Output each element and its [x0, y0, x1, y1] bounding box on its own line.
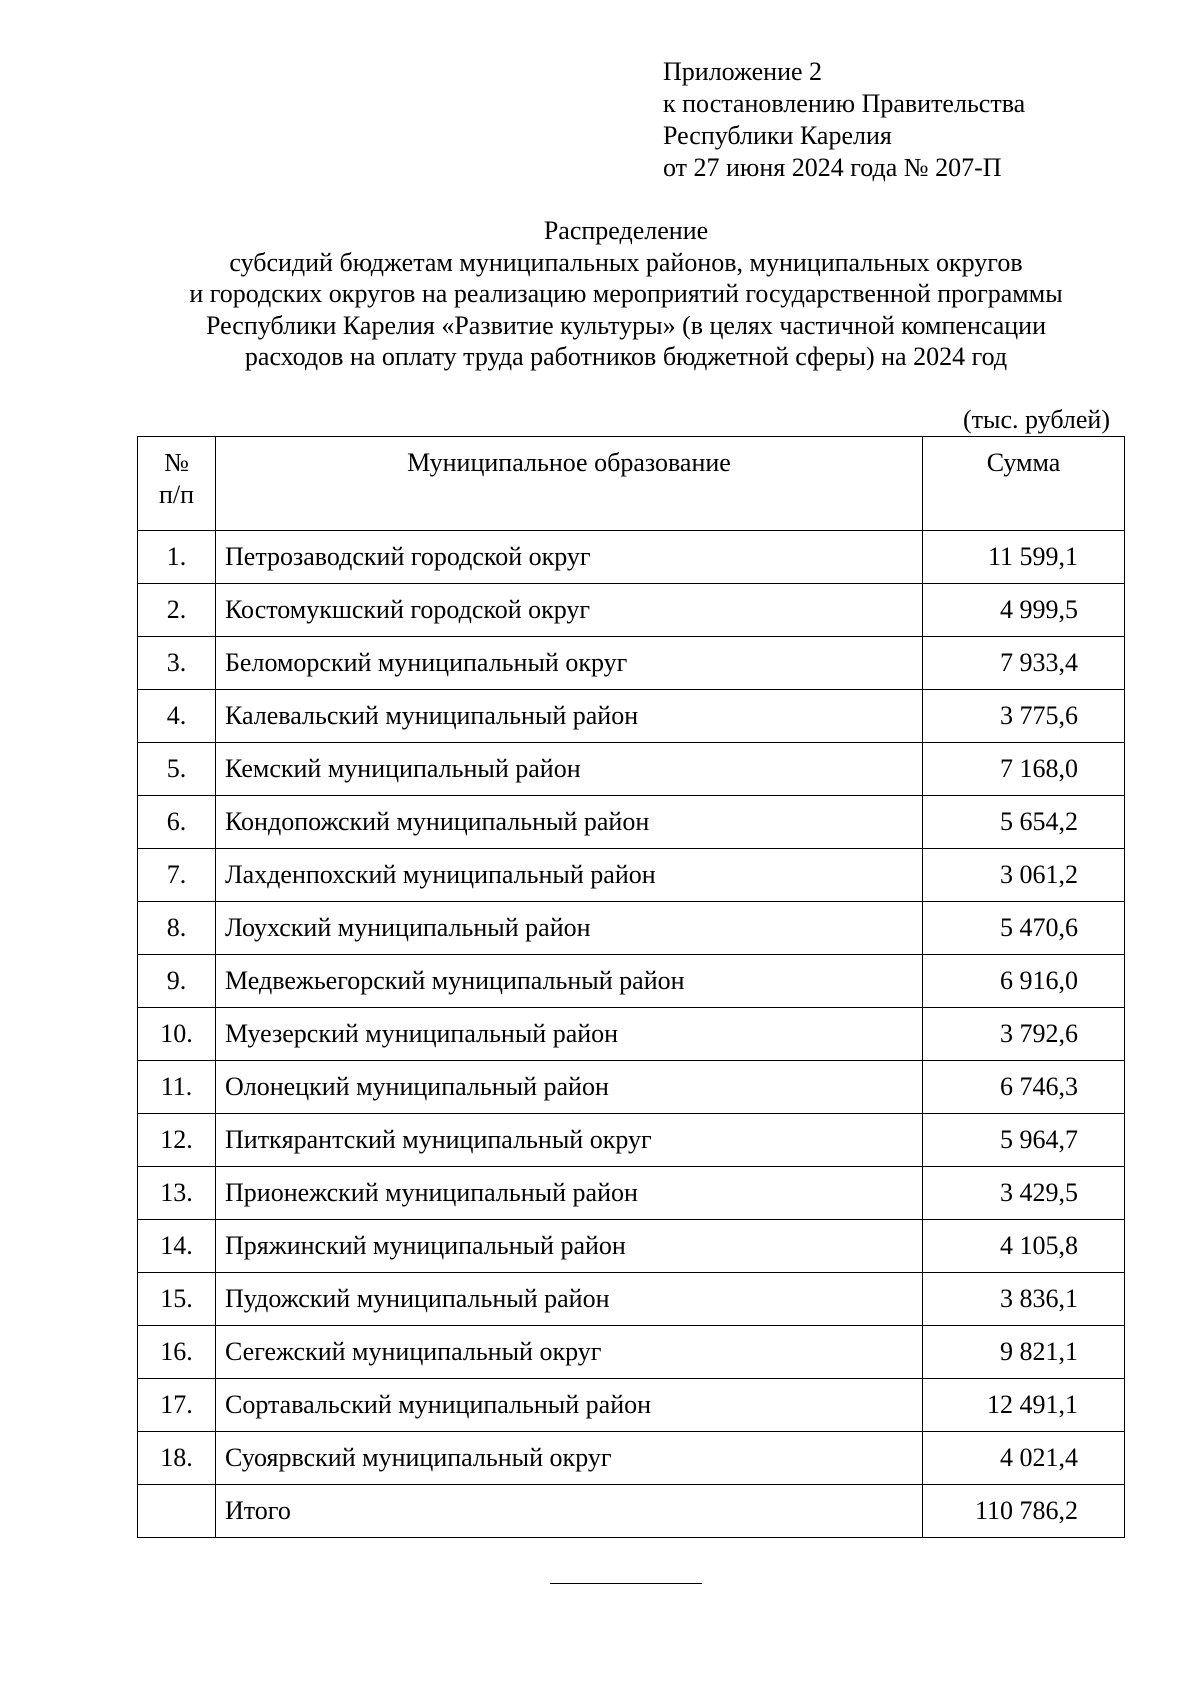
header-number-line1: №	[164, 448, 189, 477]
title-line: Республики Карелия «Развитие культуры» (в целях частичной компенсации	[205, 310, 1047, 340]
row-sum: 3 792,6	[923, 1008, 1125, 1061]
title-line: Распределение	[543, 216, 709, 245]
table-row	[138, 531, 1125, 584]
table-row	[138, 1220, 1125, 1273]
row-municipality: Костомукшский городской округ	[216, 584, 923, 637]
row-municipality: Медвежьегорский муниципальный район	[216, 955, 923, 1008]
row-sum: 9 821,1	[923, 1326, 1125, 1379]
table-body	[138, 531, 1125, 1538]
table-row	[138, 1432, 1125, 1485]
row-sum: 11 599,1	[923, 531, 1125, 584]
row-sum: 12 491,1	[923, 1379, 1125, 1432]
header-number	[138, 437, 216, 531]
table-row	[138, 796, 1125, 849]
table-row	[138, 1379, 1125, 1432]
table-total-row	[138, 1485, 1125, 1538]
row-number: 2.	[138, 584, 216, 637]
table-row	[138, 849, 1125, 902]
table-header-row	[138, 437, 1125, 531]
appendix-line: Приложение 2	[663, 57, 823, 86]
appendix-line: от 27 июня 2024 года № 207-П	[663, 153, 1002, 182]
distribution-table	[137, 436, 1125, 1538]
row-municipality: Олонецкий муниципальный район	[216, 1061, 923, 1114]
table-row	[138, 902, 1125, 955]
row-sum: 4 021,4	[923, 1432, 1125, 1485]
row-municipality: Сортавальский муниципальный район	[216, 1379, 923, 1432]
row-municipality: Лоухский муниципальный район	[216, 902, 923, 955]
row-municipality: Прионежский муниципальный район	[216, 1167, 923, 1220]
header-sum: Сумма	[923, 437, 1125, 531]
row-sum: 3 061,2	[923, 849, 1125, 902]
table-row	[138, 743, 1125, 796]
document-title	[120, 215, 1132, 373]
table-row	[138, 1114, 1125, 1167]
table-row	[138, 1167, 1125, 1220]
row-number: 4.	[138, 690, 216, 743]
row-number: 8.	[138, 902, 216, 955]
appendix-block	[663, 56, 1025, 184]
row-sum: 3 836,1	[923, 1273, 1125, 1326]
row-sum: 4 999,5	[923, 584, 1125, 637]
table-row	[138, 584, 1125, 637]
table-row	[138, 1061, 1125, 1114]
row-sum: 4 105,8	[923, 1220, 1125, 1273]
row-municipality: Калевальский муниципальный район	[216, 690, 923, 743]
row-number	[138, 1485, 216, 1538]
row-number: 11.	[138, 1061, 216, 1114]
table-row	[138, 955, 1125, 1008]
table-row	[138, 1273, 1125, 1326]
row-number: 12.	[138, 1114, 216, 1167]
row-number: 3.	[138, 637, 216, 690]
appendix-line: к постановлению Правительства	[663, 89, 1026, 118]
row-municipality: Пудожский муниципальный район	[216, 1273, 923, 1326]
table-row	[138, 1008, 1125, 1061]
row-sum: 7 933,4	[923, 637, 1125, 690]
row-municipality: Кемский муниципальный район	[216, 743, 923, 796]
row-number: 14.	[138, 1220, 216, 1273]
row-sum: 3 429,5	[923, 1167, 1125, 1220]
row-number: 5.	[138, 743, 216, 796]
row-sum: 110 786,2	[923, 1485, 1125, 1538]
row-number: 15.	[138, 1273, 216, 1326]
row-number: 18.	[138, 1432, 216, 1485]
row-number: 17.	[138, 1379, 216, 1432]
header-municipality: Муниципальное образование	[216, 437, 923, 531]
row-number: 7.	[138, 849, 216, 902]
row-municipality: Беломорский муниципальный округ	[216, 637, 923, 690]
header-number-line2: п/п	[158, 480, 195, 509]
row-sum: 5 964,7	[923, 1114, 1125, 1167]
row-sum: 6 746,3	[923, 1061, 1125, 1114]
row-sum: 5 470,6	[923, 902, 1125, 955]
row-municipality: Петрозаводский городской округ	[216, 531, 923, 584]
row-number: 10.	[138, 1008, 216, 1061]
row-number: 16.	[138, 1326, 216, 1379]
row-municipality: Питкярантский муниципальный округ	[216, 1114, 923, 1167]
row-municipality: Сегежский муниципальный округ	[216, 1326, 923, 1379]
table-row	[138, 690, 1125, 743]
row-number: 9.	[138, 955, 216, 1008]
row-sum: 3 775,6	[923, 690, 1125, 743]
title-line: субсидий бюджетам муниципальных районов, муниципальных округов	[229, 247, 1023, 277]
table-row	[138, 637, 1125, 690]
row-sum: 6 916,0	[923, 955, 1125, 1008]
row-number: 13.	[138, 1167, 216, 1220]
row-sum: 7 168,0	[923, 743, 1125, 796]
row-municipality: Суоярвский муниципальный округ	[216, 1432, 923, 1485]
appendix-line: Республики Карелия	[663, 121, 892, 150]
end-divider	[550, 1583, 702, 1584]
table-row	[138, 1326, 1125, 1379]
row-municipality: Лахденпохский муниципальный район	[216, 849, 923, 902]
row-municipality: Итого	[216, 1485, 923, 1538]
row-sum: 5 654,2	[923, 796, 1125, 849]
title-line: и городских округов на реализацию мероприятий государственной программы	[189, 279, 1063, 308]
unit-label: (тыс. рублей)	[962, 405, 1110, 434]
title-line: расходов на оплату труда работников бюджетной сферы) на 2024 год	[244, 342, 1008, 371]
row-municipality: Кондопожский муниципальный район	[216, 796, 923, 849]
row-number: 6.	[138, 796, 216, 849]
row-number: 1.	[138, 531, 216, 584]
row-municipality: Муезерский муниципальный район	[216, 1008, 923, 1061]
row-municipality: Пряжинский муниципальный район	[216, 1220, 923, 1273]
